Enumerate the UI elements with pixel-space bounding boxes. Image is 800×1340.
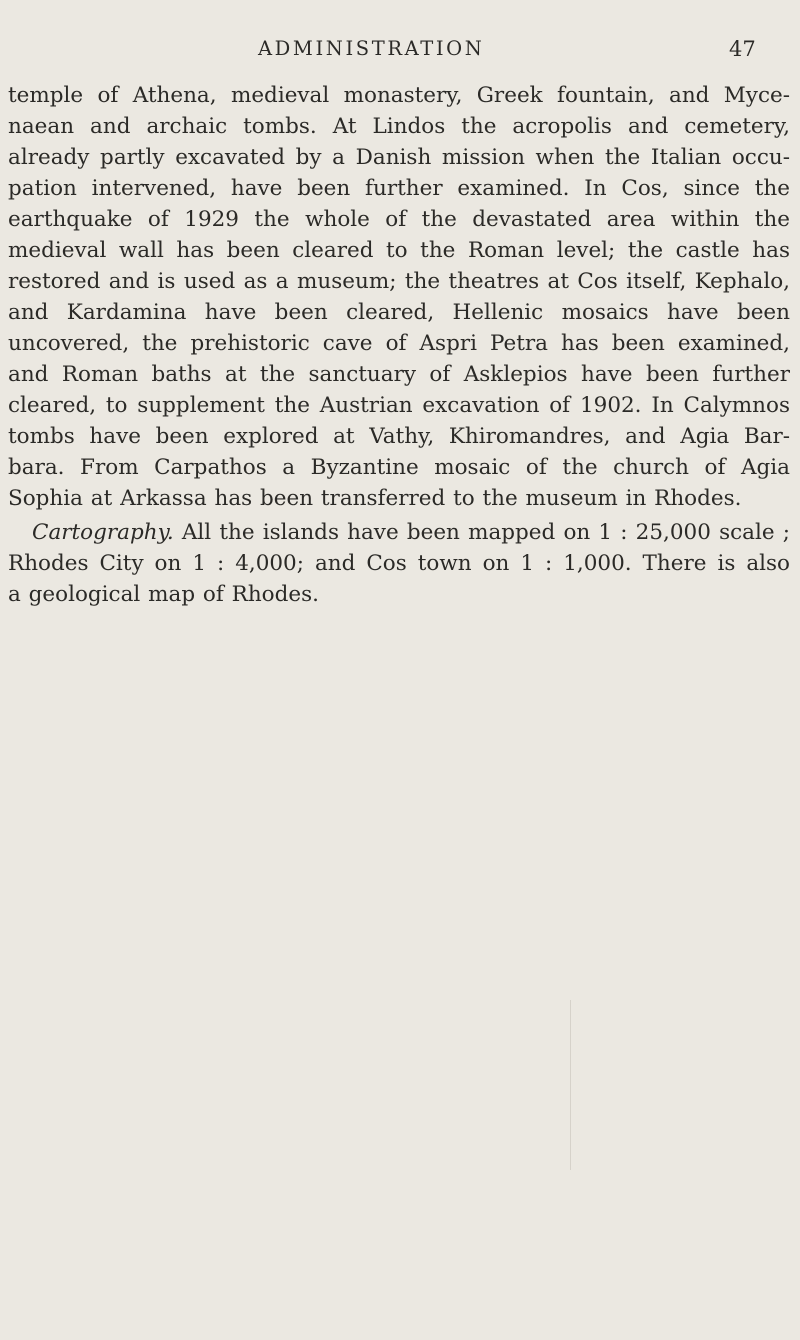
body-line-13: bara. From Carpathos a Byzantine mosaic of the church of Agia [8, 455, 790, 480]
body-line-9: uncovered, the prehistoric cave of Aspri Petra has been examined, [8, 331, 790, 356]
body-line-7: restored and is used as a museum; the theatres at Cos itself, Kephalo, [8, 269, 790, 294]
paper-crease [570, 1000, 571, 1170]
body-line-3: already partly excavated by a Danish mission when the Italian occu- [8, 145, 790, 170]
cartography-line-2: Rhodes City on 1 : 4,000; and Cos town on 1 : 1,000. There is also [8, 551, 790, 576]
cartography-heading: Cartography. [32, 520, 174, 545]
body-line-6: medieval wall has been cleared to the Roman level; the castle has [8, 238, 790, 263]
body-line-5: earthquake of 1929 the whole of the devastated area within the [8, 207, 790, 232]
body-line-10: and Roman baths at the sanctuary of Asklepios have been further [8, 362, 790, 387]
body-line-8: and Kardamina have been cleared, Hellenic mosaics have been [8, 300, 790, 325]
body-line-12: tombs have been explored at Vathy, Khiromandres, and Agia Bar- [8, 424, 790, 449]
page-number: 47 [729, 37, 756, 61]
body-line-2: naean and archaic tombs. At Lindos the acropolis and cemetery, [8, 114, 790, 139]
cartography-line-1-text: All the islands have been mapped on 1 : 25,000 scale ; [173, 520, 790, 545]
body-line-4: pation intervened, have been further examined. In Cos, since the [8, 176, 790, 201]
body-line-1: temple of Athena, medieval monastery, Greek fountain, and Myce- [8, 83, 790, 108]
running-head [0, 34, 800, 66]
body-line-11: cleared, to supplement the Austrian excavation of 1902. In Calymnos [8, 393, 790, 418]
cartography-line-3: a geological map of Rhodes. [8, 582, 319, 607]
running-head-title: ADMINISTRATION [258, 37, 485, 60]
body-line-14: Sophia at Arkassa has been transferred to the museum in Rhodes. [8, 486, 742, 511]
cartography-line-1 [32, 518, 790, 548]
